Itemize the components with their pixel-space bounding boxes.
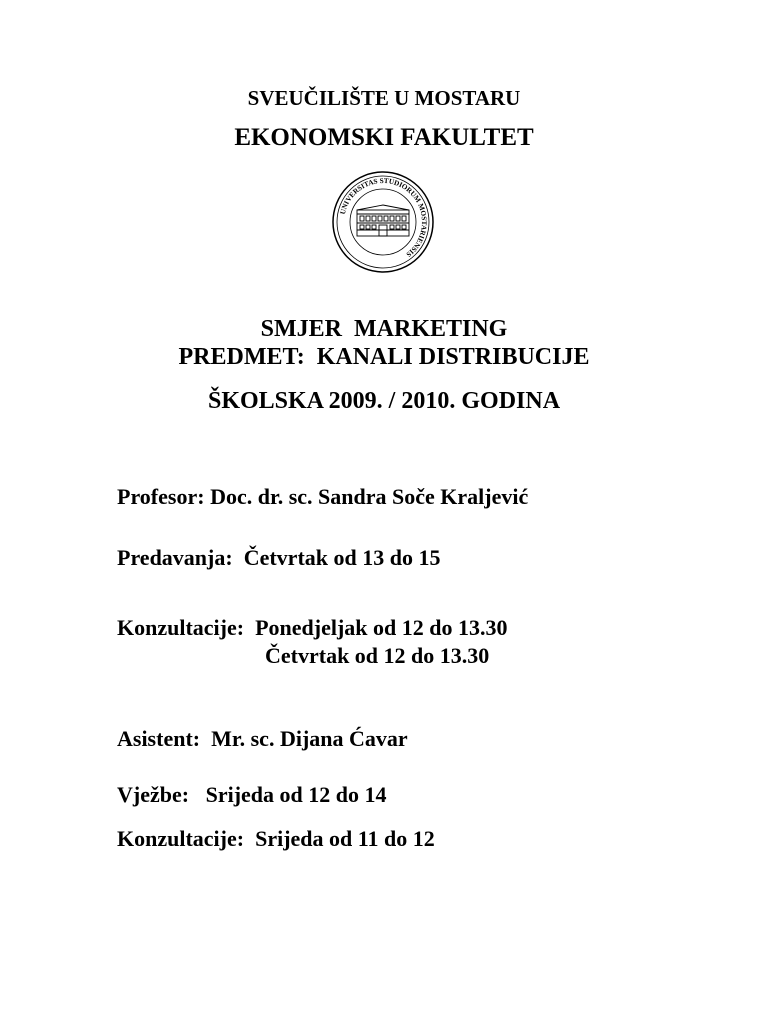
- assistant-label: Asistent:: [117, 726, 201, 751]
- academic-year: ŠKOLSKA 2009. / 2010. GODINA: [207, 388, 561, 414]
- building-icon: [357, 205, 409, 236]
- consultations-value-2: Četvrtak od 12 do 13.30: [265, 643, 490, 668]
- faculty-name: EKONOMSKI FAKULTET: [234, 124, 534, 151]
- assistant-consultations-row: [117, 826, 435, 852]
- lectures-label: Predavanja:: [117, 545, 233, 570]
- exercises-value: Srijeda od 12 do 14: [205, 782, 387, 807]
- university-name: SVEUČILIŠTE U MOSTARU: [247, 86, 521, 110]
- exercises-row: [117, 782, 387, 808]
- assistant-consultations-label: Konzultacije:: [117, 826, 245, 851]
- university-seal-logo: [331, 170, 435, 274]
- course-subject: PREDMET: KANALI DISTRIBUCIJE: [178, 344, 590, 370]
- exercises-label: Vježbe:: [117, 782, 190, 807]
- assistant-consultations-value: Srijeda od 11 do 12: [255, 826, 435, 851]
- consultations-value-1: Ponedjeljak od 12 do 13.30: [255, 615, 508, 640]
- lectures-row: [117, 545, 440, 571]
- consultations-row: [117, 615, 508, 641]
- professor-value: Doc. dr. sc. Sandra Soče Kraljević: [210, 484, 529, 509]
- assistant-value: Mr. sc. Dijana Ćavar: [211, 726, 408, 751]
- course-major: SMJER MARKETING: [260, 316, 508, 342]
- professor-label: Profesor:: [117, 484, 205, 509]
- lectures-value: Četvrtak od 13 do 15: [243, 545, 441, 570]
- assistant-row: [117, 726, 408, 752]
- consultations-label: Konzultacije:: [117, 615, 245, 640]
- professor-row: [117, 484, 528, 510]
- seal-text: UNIVERSITAS STUDIORUM MOSTARIENSIS: [338, 176, 429, 259]
